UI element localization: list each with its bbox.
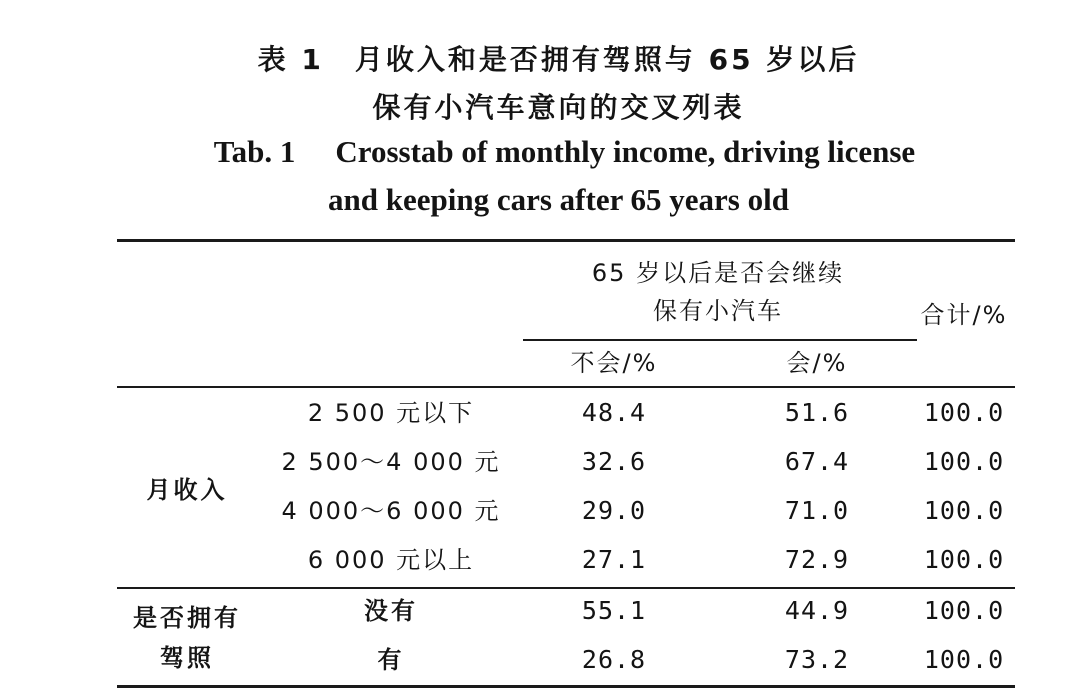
row-category: 4 000～6 000 元	[281, 497, 501, 525]
cell-yes: 71.0	[784, 496, 850, 525]
caption-en-text1: Crosstab of monthly income, driving license	[335, 134, 916, 169]
group-label-income: 月收入	[146, 476, 228, 504]
cell-yes: 51.6	[784, 398, 850, 427]
cell-total: 100.0	[923, 447, 1005, 476]
cell-total: 100.0	[923, 545, 1005, 574]
table-bottom-rule	[117, 685, 1015, 688]
cell-yes: 73.2	[784, 645, 850, 674]
row-category: 2 500～4 000 元	[281, 448, 501, 476]
table-top-rule	[117, 239, 1015, 242]
cell-no: 48.4	[581, 398, 647, 427]
cell-total: 100.0	[923, 398, 1005, 427]
group-header-line1: 65 岁以后是否会继续	[591, 259, 845, 287]
cell-total: 100.0	[923, 645, 1005, 674]
col-header-yes: 会/%	[786, 349, 848, 377]
cell-yes: 67.4	[784, 447, 850, 476]
cell-no: 55.1	[581, 596, 647, 625]
cell-no: 26.8	[581, 645, 647, 674]
caption-en-line1	[26, 134, 1077, 170]
cell-yes: 72.9	[784, 545, 850, 574]
header-bottom-rule	[117, 386, 1015, 388]
group-header-rule	[523, 339, 917, 341]
cell-yes: 44.9	[784, 596, 850, 625]
cell-no: 29.0	[581, 496, 647, 525]
cell-no: 27.1	[581, 545, 647, 574]
group-header-line2: 保有小汽车	[653, 297, 783, 325]
row-category: 6 000 元以上	[307, 546, 475, 574]
group-label-license-line2: 驾照	[160, 644, 214, 672]
caption-en-line2: and keeping cars after 65 years old	[328, 182, 789, 217]
row-category: 没有	[364, 597, 418, 625]
caption-zh-line1: 表 1 月收入和是否拥有驾照与 65 岁以后	[257, 43, 860, 76]
row-category: 2 500 元以下	[307, 399, 475, 427]
cell-total: 100.0	[923, 496, 1005, 525]
caption-en-label: Tab. 1	[213, 134, 296, 169]
cell-total: 100.0	[923, 596, 1005, 625]
group-separator-rule	[117, 587, 1015, 589]
group-label-license-line1: 是否拥有	[133, 604, 241, 632]
col-header-no: 不会/%	[570, 349, 658, 377]
row-category: 有	[377, 646, 405, 674]
col-header-total: 合计/%	[920, 301, 1008, 329]
caption-zh-line2: 保有小汽车意向的交叉列表	[372, 91, 745, 124]
cell-no: 32.6	[581, 447, 647, 476]
